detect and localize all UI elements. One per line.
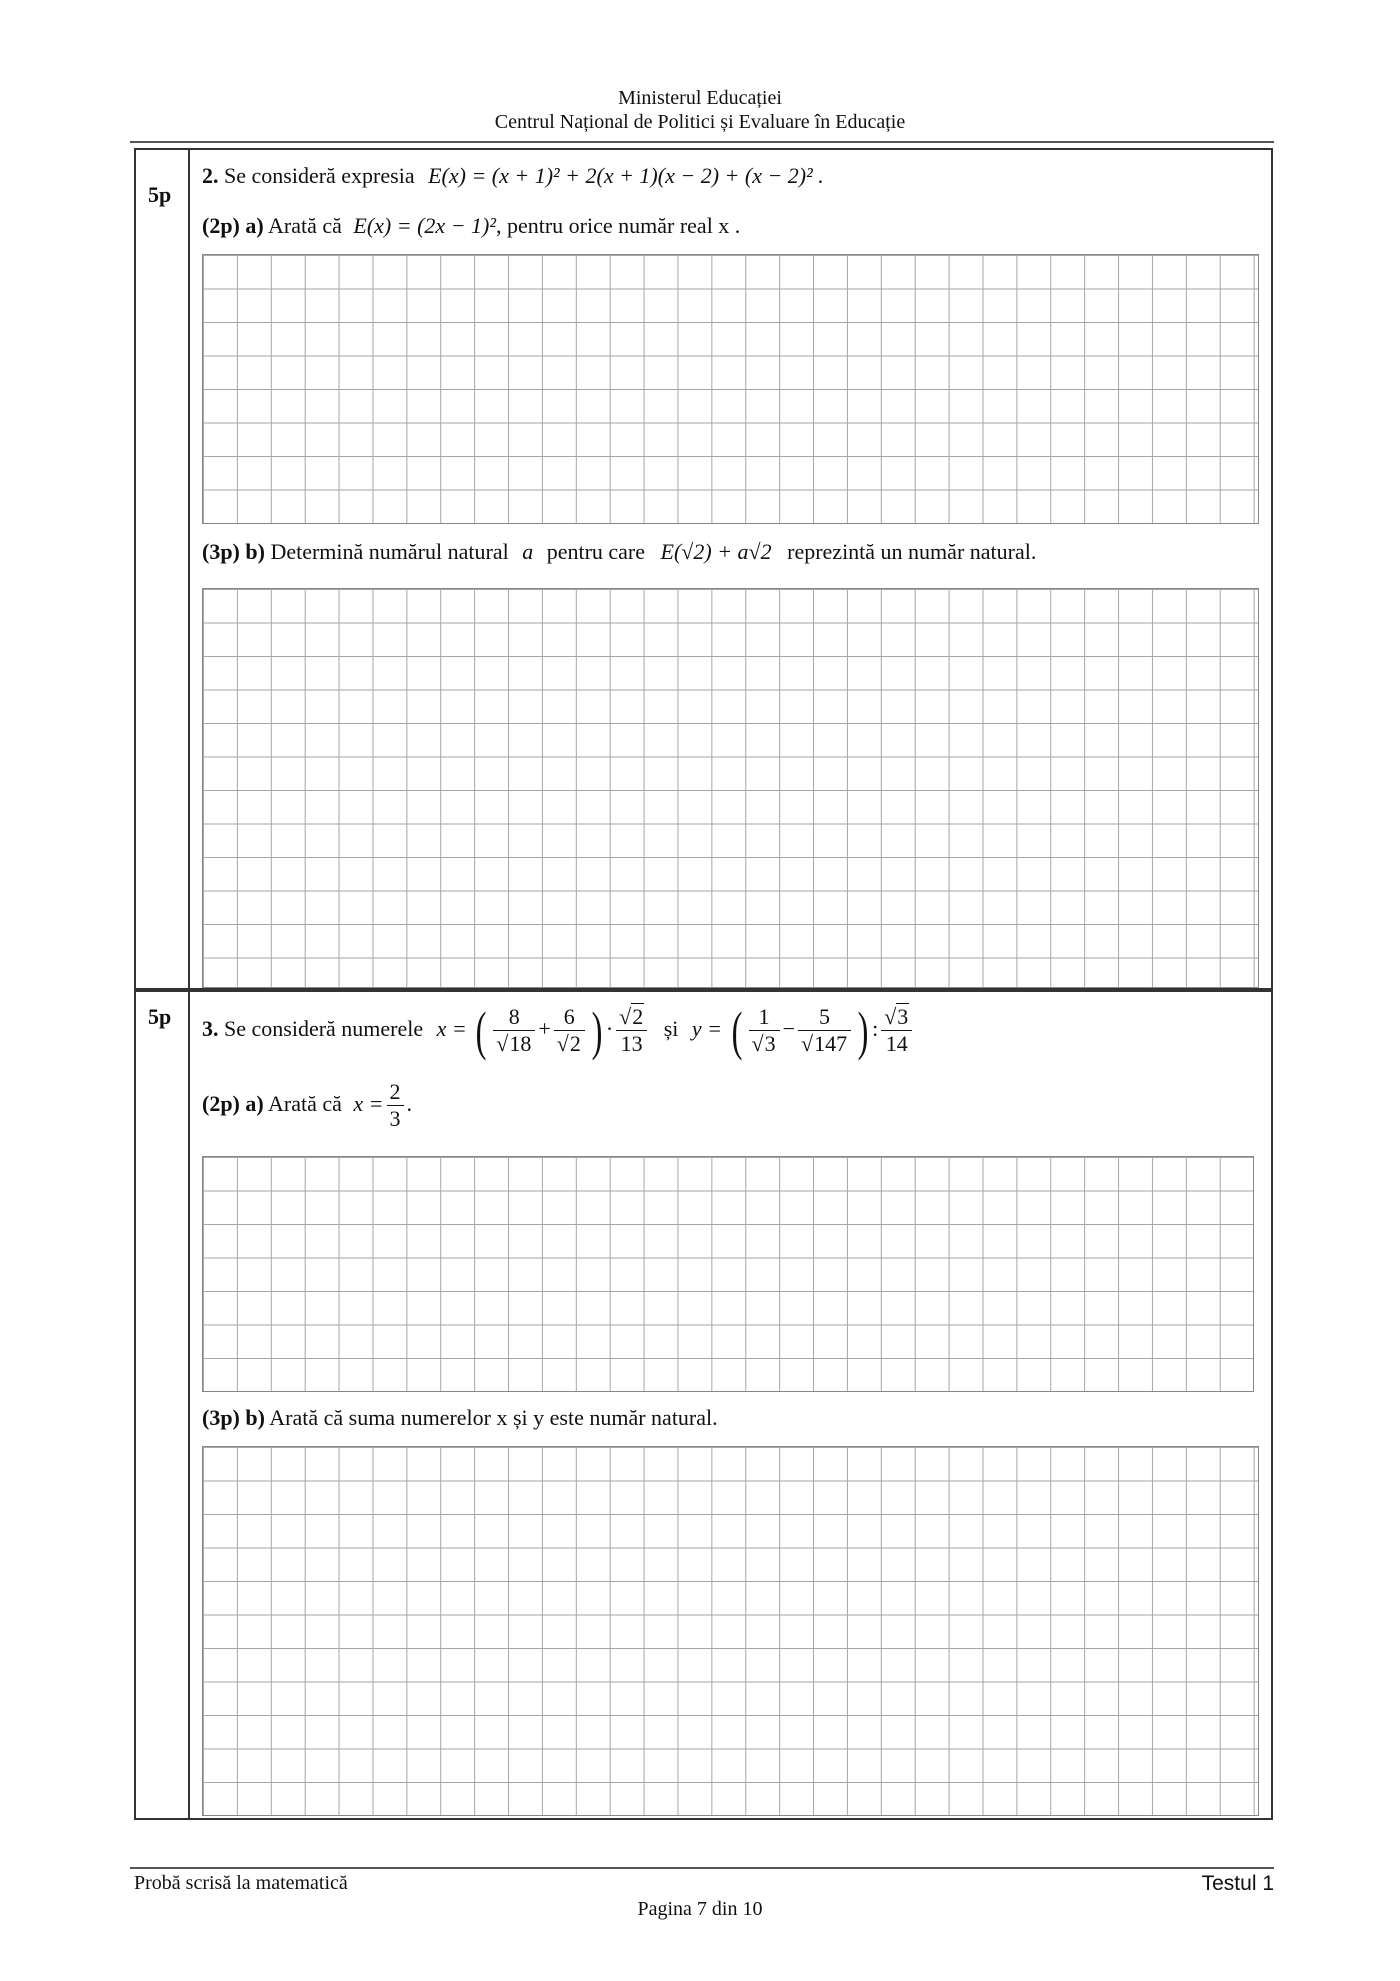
header-divider xyxy=(130,141,1274,143)
right-paren: ) xyxy=(857,1000,869,1061)
points-label: 5p xyxy=(148,182,172,207)
part-b-statement xyxy=(202,1404,718,1432)
problem-number: 2. xyxy=(202,163,219,188)
expression-e: E(x) = (x + 1)² + 2(x + 1)(x − 2) + (x − 2)² . xyxy=(428,163,824,188)
right-paren: ) xyxy=(591,1000,603,1061)
part-b-label: (3p) b) xyxy=(202,539,265,564)
problem-intro: Se consideră expresia xyxy=(224,163,415,188)
denominator: √147 xyxy=(801,1031,848,1057)
denominator: 3 xyxy=(389,1106,401,1132)
points-column xyxy=(136,150,190,988)
points-column xyxy=(136,992,190,1818)
minus-sign: − xyxy=(782,1016,796,1041)
problem-number: 3. xyxy=(202,1016,219,1041)
colon-sign: : xyxy=(872,1016,879,1041)
plus-sign: + xyxy=(538,1016,551,1041)
radicand: 3 xyxy=(764,1031,776,1057)
numerator: 1 xyxy=(749,1004,780,1031)
x-lhs: x = xyxy=(436,1016,467,1041)
page-header xyxy=(0,86,1400,134)
part-a-formula: E(x) = (2x − 1)² xyxy=(353,213,496,238)
radicand: 3 xyxy=(897,1004,909,1030)
denominator: √3 xyxy=(751,1031,776,1057)
answer-grid[interactable] xyxy=(202,1446,1259,1816)
part-a-text: Arată că xyxy=(268,213,342,238)
numerator: 8 xyxy=(493,1004,535,1031)
numerator: 6 xyxy=(554,1004,585,1031)
fraction xyxy=(387,1079,404,1132)
part-a-statement xyxy=(202,1074,412,1134)
numerator: 2 xyxy=(387,1079,404,1106)
denominator: √2 xyxy=(556,1031,581,1057)
page-number: Pagina 7 din 10 xyxy=(637,1898,763,1920)
fraction xyxy=(749,1004,780,1057)
part-b-text-after: reprezintă un număr natural. xyxy=(787,539,1037,564)
answer-grid[interactable] xyxy=(202,1156,1254,1392)
problem-2-statement xyxy=(202,162,824,190)
problem-3-statement xyxy=(202,994,915,1064)
part-b-text: Arată că suma numerelor x și y este număr natural. xyxy=(269,1405,718,1430)
header-ministry: Ministerul Educației xyxy=(618,87,782,109)
numerator: √3 xyxy=(881,1004,912,1031)
dot-sign: · xyxy=(605,1016,614,1041)
period: . xyxy=(406,1091,413,1116)
numerator: √2 xyxy=(616,1004,647,1031)
part-a-lhs: x = xyxy=(353,1091,384,1116)
footer-divider xyxy=(130,1867,1274,1869)
denominator: 14 xyxy=(885,1031,908,1057)
header-center: Centrul Național de Politici și Evaluare în Educație xyxy=(494,111,906,133)
denominator: 13 xyxy=(620,1031,643,1057)
part-a-statement xyxy=(202,212,740,240)
part-a-text: Arată că xyxy=(268,1091,342,1116)
part-b-statement xyxy=(202,538,1036,566)
problem-2-box xyxy=(134,148,1273,990)
part-b-mid: pentru care xyxy=(546,539,646,564)
fraction xyxy=(493,1004,535,1057)
conjunction: și xyxy=(663,1016,679,1041)
answer-grid[interactable] xyxy=(202,254,1259,524)
part-b-formula: E(√2) + a√2 xyxy=(660,539,772,564)
fraction xyxy=(554,1004,585,1057)
part-a-label: (2p) a) xyxy=(202,1091,264,1116)
footer-subject: Probă scrisă la matematică xyxy=(134,1872,348,1894)
fraction xyxy=(881,1004,912,1057)
answer-grid[interactable] xyxy=(202,588,1259,988)
problem-3-box xyxy=(134,990,1273,1820)
footer-test: Testul 1 xyxy=(1201,1872,1274,1895)
part-b-var: a xyxy=(522,539,534,564)
problem-intro: Se consideră numerele xyxy=(224,1016,424,1041)
radicand: 18 xyxy=(509,1031,532,1057)
numerator: 5 xyxy=(798,1004,851,1031)
radicand: 2 xyxy=(632,1004,644,1030)
fraction xyxy=(616,1004,647,1057)
part-b-text: Determină numărul natural xyxy=(270,539,509,564)
fraction xyxy=(798,1004,851,1057)
y-lhs: y = xyxy=(691,1016,723,1041)
left-paren: ( xyxy=(475,1000,487,1061)
radicand: 2 xyxy=(569,1031,581,1057)
part-a-text-after: , pentru orice număr real x . xyxy=(495,213,741,238)
part-b-label: (3p) b) xyxy=(202,1405,265,1430)
left-paren: ( xyxy=(731,1000,742,1061)
radicand: 147 xyxy=(814,1031,848,1057)
denominator: √18 xyxy=(496,1031,532,1057)
part-a-label: (2p) a) xyxy=(202,213,264,238)
points-label: 5p xyxy=(148,1004,172,1029)
